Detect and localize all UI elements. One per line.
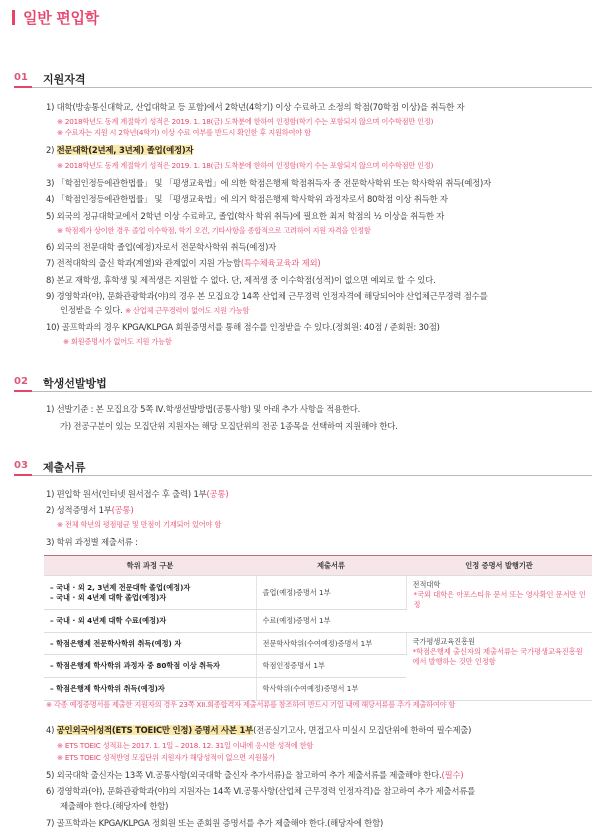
note: ※ 수료자는 지원 시 2학년(4학기) 이상 수료 여부를 반드시 확인한 후 지원하여야 함 [57, 128, 311, 137]
section-divider [14, 475, 592, 476]
list-item: 6) 외국의 전문대학 졸업(예정)자로서 전문학사학위 취득(예정)자 [46, 242, 277, 252]
table-cell: 학점인정증명서 1부 [256, 655, 406, 678]
list-item: 1) 대학(방송통신대학교, 산업대학교 등 포함)에서 2학년(4학기) 이상 수료하고 소정의 학점(70학점 이상)을 취득한 자 [46, 102, 465, 112]
list-item: 1) 편입학 원서(인터넷 원서접수 후 출력) 1부(공통) [46, 489, 229, 499]
list-item: 2) 성적증명서 1부(공통) [46, 505, 134, 515]
section-number: 03 [14, 460, 28, 471]
list-item: 5) 외국의 정규대학교에서 2학년 이상 수료하고, 졸업(학사 학위 취득)에 필요한 최저 학점의 ½ 이상을 취득한 자 [46, 211, 445, 221]
list-item: 4) 공인외국어성적(ETS TOEIC만 인정) 증명서 사본 1부(전공실기고사, 면접고사 미실시 모집단위에 한하여 필수제출) [46, 725, 472, 735]
list-item: 2) 전문대학(2년제, 3년제) 졸업(예정)자 [46, 145, 194, 155]
list-item: 인정받을 수 있다. ※ 산업체 근무경력이 없어도 지원 가능함 [60, 305, 250, 315]
section-title: 지원자격 [43, 73, 86, 86]
list-item: 가) 전공구분이 있는 모집단위 지원자는 해당 모집단위의 전공 1종목을 선택하여 지원해야 한다. [60, 421, 398, 431]
table-cell: – 국내 · 외 2, 3년제 전문대학 졸업(예정)자 – 국내 · 외 4년제 대학 졸업(예정)자 [44, 576, 256, 610]
table-cell: – 학점은행제 학사학위 과정자 중 80학점 이상 취득자 [44, 655, 256, 678]
table-row [44, 576, 592, 610]
note: ※ 2018학년도 동계 계절학기 성적은 2019. 1. 18(금) 도착분에 한하여 인정함(학기 수는 포함되지 않으며 이수학점만 인정) [57, 117, 434, 126]
table-cell-issuer: 국가평생교육진흥원 *학점은행제 출신자의 제출서류는 국가평생교육진흥원에서 발행하는 것만 인정함 [406, 633, 592, 701]
highlight-text: 전문대학(2년제, 3년제) 졸업(예정)자 [56, 145, 194, 155]
list-item: 1) 선발기준 : 본 모집요강 5쪽 Ⅳ.학생선발방법(공통사항) 및 아래 추가 사항을 적용한다. [46, 404, 361, 414]
note: ※ 학점제가 상이한 경우 졸업 이수학점, 학기 오건, 기타사항을 종합적으로 고려하여 지원 자격을 인정함 [57, 226, 371, 235]
table-row [44, 633, 592, 655]
table-cell: – 학점은행제 학사학위 취득(예정)자 [44, 678, 256, 701]
list-item: 9) 경영학과(야), 문화관광학과(야)의 경우 본 모집요강 14쪽 산업체 근무경력 인정자격에 해당되어야 산업체근무경력 점수를 [46, 291, 488, 301]
table-cell: 수료(예정)증명서 1부 [256, 610, 406, 633]
list-item: 6) 경영학과(야), 문화관광학과(야)의 지원자는 14쪽 Ⅵ.공통사항(산업체 근무경력 인정자격)을 참고하여 추가 제출서류를 [46, 786, 475, 796]
table-cell: 졸업(예정)증명서 1부 [256, 576, 406, 610]
highlight-text: 공인외국어성적(ETS TOEIC만 인정) 증명서 사본 1부 [56, 725, 254, 735]
list-item: 3) 학위 과정별 제출서류 : [46, 537, 138, 547]
title-accent-bar [12, 10, 15, 25]
table-header: 인정 증명서 발행기관 [406, 556, 592, 576]
note: ※ 전체 학년의 평점평균 및 만점이 기재되어 있어야 함 [57, 520, 222, 529]
list-item: 10) 골프학과의 경우 KPGA/KLPGA 회원증명서를 통해 점수를 인정받을 수 있다.(정회원: 40점 / 준회원: 30점) [46, 322, 440, 332]
table-cell: – 학점은행제 전문학사학위 취득(예정) 자 [44, 633, 256, 655]
note: ※ 각종 예정증명서를 제출한 지원자의 경우 23쪽 XII.회종합격자 제출서류를 참조하여 반드시 기일 내에 해당서류를 추가 제출하여야 함 [46, 700, 456, 709]
note: ※ 회원증명서가 없어도 지원 가능함 [63, 337, 172, 346]
note: ※ ETS TOEIC 성적표는 2017. 1. 1일 – 2018. 12. 31일 이내에 응시한 성적에 한함 [57, 741, 314, 750]
section-divider [14, 391, 592, 392]
list-item: 8) 본교 재학생, 휴학생 및 제적생은 지원할 수 없다. 단, 제적생 중 이수학점(성적)이 없으면 예외로 할 수 있다. [46, 275, 436, 285]
section-title: 학생선발방법 [43, 377, 107, 390]
list-item: 7) 전적대학의 출신 학과(계열)와 관계없이 지원 가능함(특수체육교육과 제외) [46, 258, 321, 268]
section-number: 01 [14, 72, 28, 83]
page-title [12, 6, 99, 28]
table-cell-issuer: 전적대학 *국외 대학은 아포스티유 문서 또는 영사확인 문서만 인정 [406, 576, 592, 633]
degree-documents-table [44, 555, 592, 701]
table-cell: 전문학사학위(수여예정)증명서 1부 [256, 633, 406, 655]
note: ※ ETS TOEIC 성적반영 모집단위 지원자가 해당성적이 없으면 지원불가 [57, 753, 275, 762]
table-header-row [44, 556, 592, 576]
table-cell: 학사학위(수여예정)증명서 1부 [256, 678, 406, 701]
list-item: 5) 외국대학 출신자는 13쪽 Ⅵ.공통사항(외국대학 출신자 추가서류)을 참고하여 추가 제출서류를 제출해야 한다.(필수) [46, 770, 464, 780]
page-title-text: 일반 편입학 [23, 8, 99, 27]
list-item: 7) 골프학과는 KPGA/KLPGA 정회원 또는 준회원 증명서를 추가 제출해야 한다.(해당자에 한함) [46, 818, 384, 828]
note: ※ 2018학년도 동계 계절학기 성적은 2019. 1. 18(금) 도착분에 한하여 인정함(학기 수는 포함되지 않으며 이수학점만 인정) [57, 161, 434, 170]
section-number: 02 [14, 376, 28, 387]
list-item: 3) 「학점인정등에관한법률」 및 「평생교육법」에 의한 학점은행제 학점취득자 중 전문학사학위 또는 학사학위 취득(예정)자 [46, 178, 491, 188]
table-header: 학위 과정 구분 [44, 556, 256, 576]
section-divider [14, 87, 592, 88]
section-title: 제출서류 [43, 461, 86, 474]
list-item: 제출해야 한다.(해당자에 한함) [60, 801, 169, 811]
list-item: 4) 「학점인정등에관한법률」 및 「평생교육법」에 의거 학점은행제 학사학위 과정자로서 80학점 이상 취득한 자 [46, 194, 448, 204]
table-header: 제출서류 [256, 556, 406, 576]
table-cell: – 국내 · 외 4년제 대학 수료(예정)자 [44, 610, 256, 633]
